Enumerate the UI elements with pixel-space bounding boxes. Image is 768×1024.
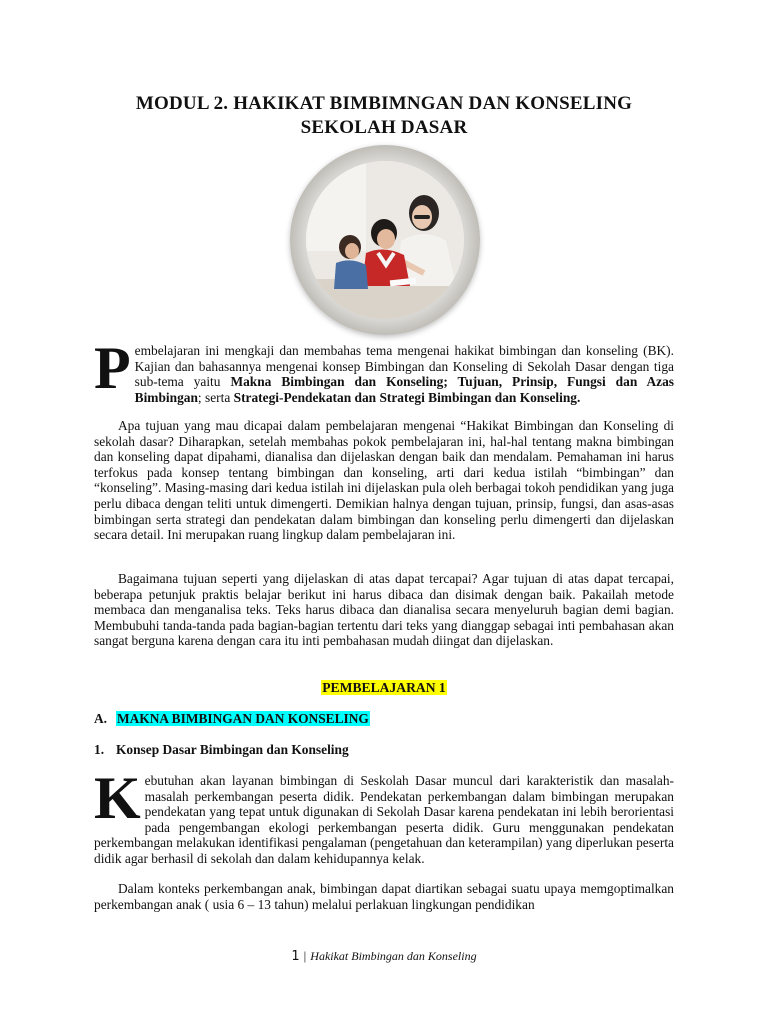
pembelajaran-label: PEMBELAJARAN 1 bbox=[322, 680, 446, 695]
circular-photo-frame bbox=[290, 145, 480, 335]
context-paragraph bbox=[94, 881, 674, 912]
needs-paragraph bbox=[94, 765, 674, 867]
intro-bold-a: Makna Bimbingan dan Konseling; Tujuan, Prinsip, Fungsi dan Azas Bimbingan bbox=[134, 374, 675, 405]
title-line-1: MODUL 2. HAKIKAT BIMBIMNGAN DAN KONSELING bbox=[135, 93, 633, 114]
intro-bold-b: Strategi-Pendekatan dan Strategi Bimbingan dan Konseling. bbox=[233, 389, 581, 405]
section-1-label: Konsep Dasar Bimbingan dan Konseling bbox=[116, 742, 349, 757]
section-1-number: 1. bbox=[94, 742, 105, 757]
page-footer bbox=[94, 948, 674, 964]
classroom-illustration bbox=[306, 161, 464, 319]
page-number: 1 bbox=[291, 949, 300, 964]
footer-title: Hakikat Bimbingan dan Konseling bbox=[310, 949, 477, 963]
section-1-heading bbox=[94, 742, 349, 758]
footer-separator: | bbox=[303, 948, 307, 963]
section-a-label: MAKNA BIMBINGAN DAN KONSELING bbox=[117, 711, 369, 726]
pembelajaran-heading bbox=[94, 680, 674, 696]
title-line-2: SEKOLAH DASAR bbox=[300, 117, 468, 138]
method-paragraph bbox=[94, 571, 674, 649]
method-text: Bagaimana tujuan seperti yang dijelaskan di atas dapat tercapai? Agar tujuan di atas dapat tercapai, beberapa petunjuk praktis belajar berikut ini harus dibaca dan disimak dengan baik. Pakailah metode membaca dan menganalisa teks. Teks harus dibaca dan dianalisa secara menyeluruh bagian demi bagian. Membubuhi tanda-tanda pada bagian-bagian tertentu dari teks yang dianggap sebagai inti pembahasan akan sangat berguna karena dengan cara itu inti pembahasan mudah diingat dan dijelaskan. bbox=[94, 571, 674, 649]
purpose-paragraph bbox=[94, 418, 674, 543]
section-a-number: A. bbox=[94, 711, 108, 726]
intro-text-a: embelajaran ini mengkaji dan membahas tema mengenai hakikat bimbingan dan konseling (BK). Kajian dan bahasannya mengenai konsep Bimbingan dan Konseling di Sekolah Dasar dengan tiga sub-tema yaitu bbox=[134, 343, 674, 390]
context-text: Dalam konteks perkembangan anak, bimbingan dapat diartikan sebagai suatu upaya memgoptimalkan perkembangan anak ( usia 6 – 13 tahun) melalui perlakuan lingkungan pendidikan bbox=[94, 881, 674, 912]
intro-text-b: ; serta bbox=[197, 389, 234, 405]
dropcap-letter-k: K bbox=[94, 765, 141, 831]
classroom-photo bbox=[306, 161, 464, 319]
needs-text: ebutuhan akan layanan bimbingan di Seskolah Dasar muncul dari karakteristik dan masalah-masalah perkembangan peserta didik. Pendekatan perkembangan dalam bimbingan merupakan pendekatan yang tepat untuk digunakan di Sekolah Dasar karena pendekatan ini lebih berorientasi pada pengembangan ekologi perkembangan peserta didik. Guru menggunakan pendekatan perkembangan melakukan identifikasi pengalaman (pengetahuan dan keterampilan) yang diperlukan peserta didik agar berhasil di sekolah dan dalam kehidupannya kelak. bbox=[94, 773, 674, 866]
purpose-text: Apa tujuan yang mau dicapai dalam pembelajaran mengenai “Hakikat Bimbingan dan Konseling di sekolah dasar? Diharapkan, setelah membahas pokok pembelajaran ini, hal-hal tentang makna bimbingan dan konseling dapat dipahami, dianalisa dan dijelaskan dengan baik dan mendalam. Pemahaman ini harus terfokus pada konsep tentang bimbingan dan konseling, arti dari kedua istilah “bimbingan” dan “konseling”. Masing-masing dari kedua istilah ini dijelaskan pula oleh berbagai tokoh pendidikan yang juga perlu dibaca dengan teliti untuk dimengerti. Demikian halnya dengan tujuan, prinsip, fungsi, dan asas-asas bimbingan serta strategi dan pendekatan dalam bimbingan dan konseling perlu dimengerti dan dijelaskan secara detail. Ini merupakan ruang lingkup dalam pembelajaran ini. bbox=[94, 418, 674, 543]
intro-paragraph bbox=[94, 335, 675, 405]
section-a-heading bbox=[94, 711, 370, 727]
document-title bbox=[94, 92, 674, 140]
dropcap-letter: P bbox=[94, 335, 131, 401]
